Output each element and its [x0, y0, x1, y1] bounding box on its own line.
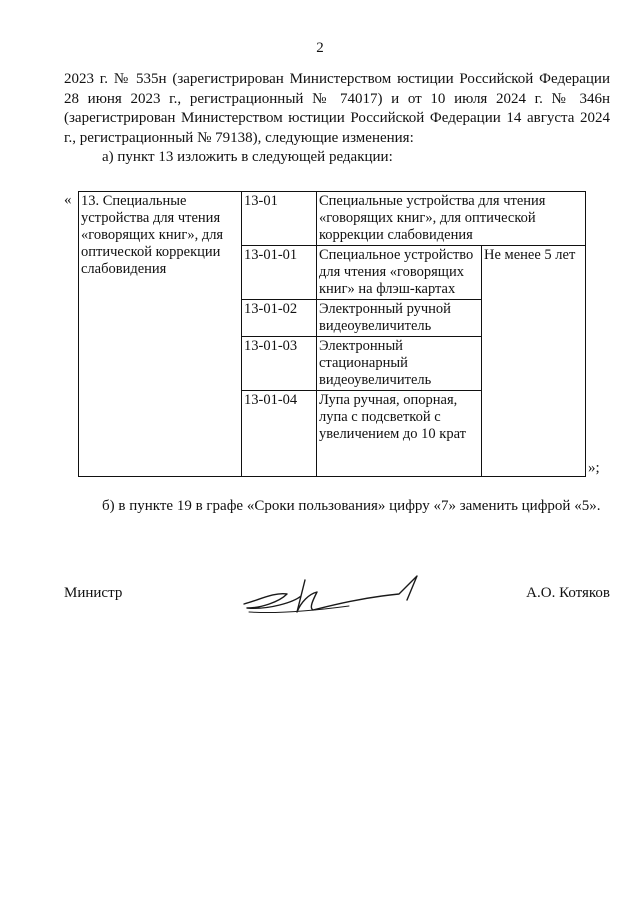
- main-name-cell: Специальные устройства для чтения «говорящих книг», для оптической коррекции слабовидения: [317, 192, 586, 246]
- page-number: 2: [316, 40, 324, 56]
- handwritten-signature: [239, 572, 429, 622]
- code-cell: 13-01-02: [242, 300, 317, 337]
- table-row: [79, 192, 586, 246]
- items-table: [78, 191, 586, 477]
- code-cell: 13-01-03: [242, 337, 317, 391]
- code-cell: 13-01-04: [242, 391, 317, 477]
- closing-quote: »;: [588, 460, 600, 476]
- name-cell: Электронный стационарный видеоувеличитель: [317, 337, 482, 391]
- signature-block: [64, 582, 610, 632]
- signatory-title: Министр: [64, 585, 123, 601]
- main-code-cell: 13-01: [242, 192, 317, 246]
- amendment-b: б) в пункте 19 в графе «Сроки пользования» цифру «7» заменить цифрой «5».: [102, 498, 601, 514]
- name-cell: Лупа ручная, опорная, лупа с подсветкой с увеличением до 10 крат: [317, 391, 482, 477]
- opening-quote: «: [64, 192, 72, 208]
- signatory-name: А.О. Котяков: [526, 585, 610, 601]
- name-cell: Электронный ручной видеоувеличитель: [317, 300, 482, 337]
- subpoint-a: а) пункт 13 изложить в следующей редакции:: [102, 149, 393, 165]
- code-cell: 13-01-01: [242, 246, 317, 300]
- term-cell: Не менее 5 лет: [482, 246, 586, 477]
- name-cell: Специальное устройство для чтения «говорящих книг» на флэш-картах: [317, 246, 482, 300]
- group-title-cell: 13. Специальные устройства для чтения «говорящих книг», для оптической коррекции слабовидения: [79, 192, 242, 477]
- intro-paragraph: 2023 г. № 535н (зарегистрирован Министерством юстиции Российской Федерации 28 июня 2023 г., регистрационный № 74017) и от 10 июля 2024 г. № 346н (зарегистрирован Министерством юстиции Российской Федерации 14 августа 2024 г., регистрационный № 79138), следующие изменения:: [64, 71, 610, 146]
- intro-text: [64, 70, 610, 168]
